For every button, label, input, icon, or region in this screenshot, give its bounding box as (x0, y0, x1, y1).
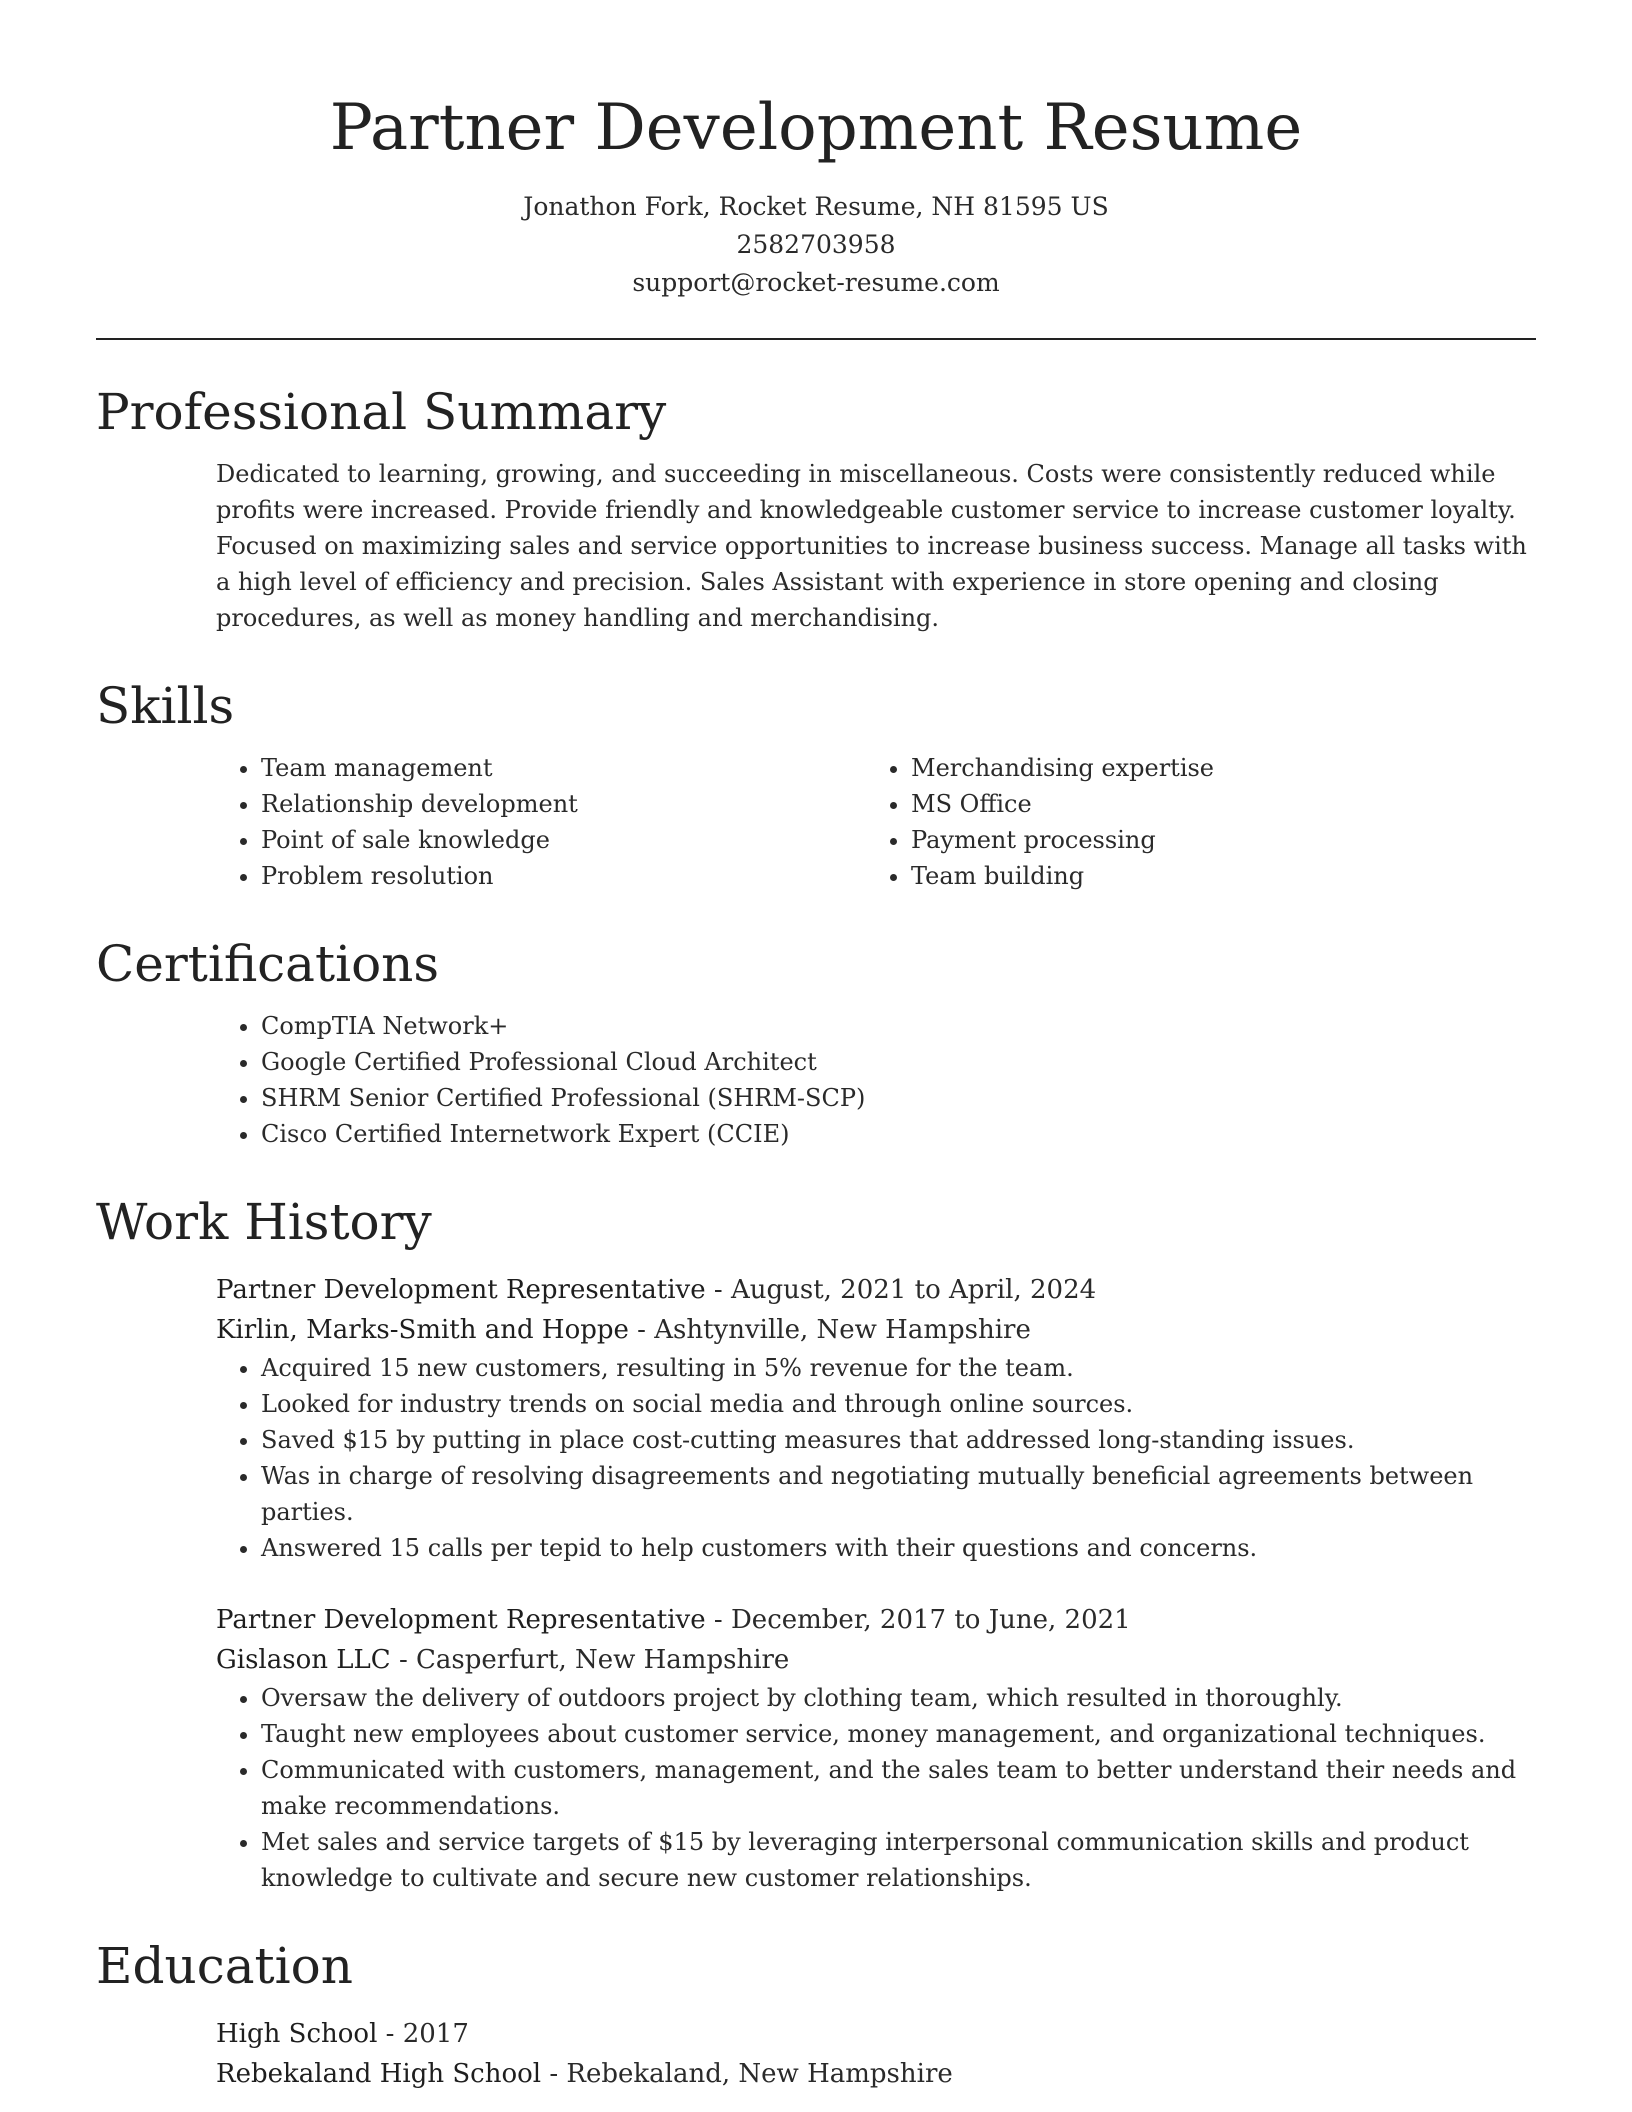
job-company: Kirlin, Marks-Smith and Hoppe (216, 1315, 629, 1345)
job-bullet: • Met sales and service targets of $15 by leveraging interpersonal communication skills and product knowledge to cultivate and secure new customer relationships. (261, 1824, 1536, 1896)
job-title: Partner Development Representative (216, 1275, 706, 1305)
skill-item: • Payment processing (911, 822, 1516, 858)
job-title: Partner Development Representative (216, 1605, 706, 1635)
certifications-section (96, 934, 1536, 1152)
education-degree-line (216, 2014, 1536, 2054)
job-title-line (216, 1600, 1536, 1640)
education-year: - 2017 (377, 2019, 469, 2049)
job-entry (216, 1600, 1536, 1896)
skills-section (96, 676, 1536, 894)
job-company-line (216, 1640, 1536, 1680)
contact-block (96, 188, 1536, 302)
job-bullet: • Answered 15 calls per tepid to help customers with their questions and concerns. (261, 1530, 1536, 1566)
resume-header (96, 0, 1536, 302)
job-bullets (216, 1350, 1536, 1566)
job-bullet: • Taught new employees about customer service, money management, and organizational techniques. (261, 1716, 1536, 1752)
skills-column-right (866, 750, 1516, 894)
job-dates: - August, 2021 to April, 2024 (705, 1275, 1097, 1305)
skill-item: • Team management (261, 750, 866, 786)
summary-text: Dedicated to learning, growing, and succeeding in miscellaneous. Costs were consistently reduced while profits were increased. Provide friendly and knowledgeable customer service to increase customer loyalty. Focused on maximizing sales and service opportunities to increase business success. Manage all tasks with a high level of efficiency and precision. Sales Assistant with experience in store opening and closing procedures, as well as money handling and merchandising. (216, 460, 1527, 632)
skills-column-left (216, 750, 866, 894)
job-title-line (216, 1270, 1536, 1310)
summary-section (96, 382, 1536, 636)
certifications-heading: Certifications (96, 935, 440, 993)
job-bullet: • Looked for industry trends on social media and through online sources. (261, 1386, 1536, 1422)
skill-item: • Relationship development (261, 786, 866, 822)
certification-item: • SHRM Senior Certified Professional (SHRM-SCP) (261, 1080, 1536, 1116)
certification-item: • Cisco Certified Internetwork Expert (CCIE) (261, 1116, 1536, 1152)
certification-item: • Google Certified Professional Cloud Architect (261, 1044, 1536, 1080)
certifications-list (216, 1008, 1536, 1152)
skill-item: • Point of sale knowledge (261, 822, 866, 858)
skill-item: • Problem resolution (261, 858, 866, 894)
job-dates: - December, 2017 to June, 2021 (705, 1605, 1131, 1635)
job-company-line (216, 1310, 1536, 1350)
education-section (96, 1936, 1536, 2094)
education-location: - Rebekaland, New Hampshire (541, 2059, 953, 2089)
resume-title: Partner Development Resume (329, 91, 1303, 165)
certifications-list-wrap (216, 1008, 1536, 1152)
skills-grid (216, 750, 1536, 894)
job-bullet: • Communicated with customers, management, and the sales team to better understand their needs and make recommendations. (261, 1752, 1536, 1824)
education-school: Rebekaland High School (216, 2059, 542, 2089)
education-school-line (216, 2054, 1536, 2094)
header-divider (96, 338, 1536, 340)
job-bullet: • Acquired 15 new customers, resulting in 5% revenue for the team. (261, 1350, 1536, 1386)
skill-item: • MS Office (911, 786, 1516, 822)
contact-email: support@rocket-resume.com (632, 268, 1000, 297)
job-bullet: • Saved $15 by putting in place cost-cutting measures that addressed long-standing issues. (261, 1422, 1536, 1458)
skill-item: • Merchandising expertise (911, 750, 1516, 786)
skill-item: • Team building (911, 858, 1516, 894)
skills-list-left (216, 750, 866, 894)
summary-heading: Professional Summary (96, 383, 667, 441)
resume-page (96, 0, 1536, 2094)
job-entry (216, 1270, 1536, 1566)
education-degree: High School (216, 2019, 378, 2049)
education-heading: Education (96, 1937, 353, 1995)
certification-item: • CompTIA Network+ (261, 1008, 1536, 1044)
job-location: - Ashtynville, New Hampshire (628, 1315, 1031, 1345)
work-history-section (96, 1192, 1536, 1896)
contact-address: Jonathon Fork, Rocket Resume, NH 81595 US (523, 192, 1109, 221)
skills-list-right (866, 750, 1516, 894)
job-company: Gislason LLC (216, 1645, 391, 1675)
work-history-heading: Work History (96, 1193, 432, 1251)
job-bullet: • Oversaw the delivery of outdoors project by clothing team, which resulted in thoroughly. (261, 1680, 1536, 1716)
skills-heading: Skills (96, 677, 235, 735)
contact-phone: 2582703958 (736, 230, 896, 259)
job-bullet: • Was in charge of resolving disagreements and negotiating mutually beneficial agreements between parties. (261, 1458, 1536, 1530)
job-bullets (216, 1680, 1536, 1896)
job-location: - Casperfurt, New Hampshire (390, 1645, 790, 1675)
education-entry (216, 2014, 1536, 2094)
